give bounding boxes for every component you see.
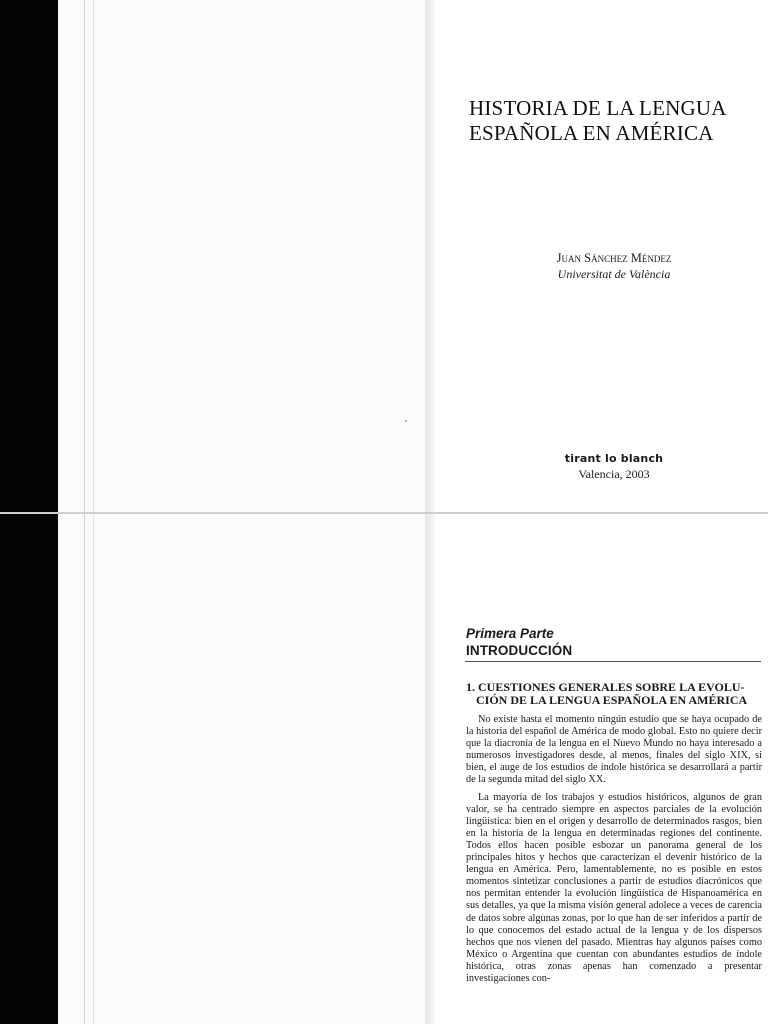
- book-spine-shadow: [0, 514, 58, 1024]
- page-edge-line: [93, 0, 94, 512]
- book-title: [469, 96, 759, 146]
- heading-rule: [465, 661, 761, 662]
- section-heading-line-1: 1. CUESTIONES GENERALES SOBRE LA EVOLU-: [466, 680, 745, 694]
- section-heading: [466, 681, 762, 707]
- author-name: Juan Sánchez Méndez: [556, 251, 672, 265]
- author-affiliation: Universitat de València: [557, 267, 671, 281]
- page-edge-line: [93, 514, 94, 1024]
- page-edge-line: [84, 0, 85, 512]
- section-heading-line-2: CIÓN DE LA LENGUA ESPAÑOLA EN AMÉRICA: [476, 693, 748, 707]
- place-and-year: Valencia, 2003: [578, 467, 650, 481]
- part-label: Primera Parte: [466, 626, 554, 641]
- book-title-line-2: ESPAÑOLA EN AMÉRICA: [469, 121, 714, 145]
- scan-speck: [405, 420, 407, 422]
- paragraph: La mayoría de los trabajos y estudios históricos, algunos de gran valor, se ha centrado siempre en aspectos parciales de la evolución lingüística: bien en el origen y desarrollo de determinados rasgos, bien en la historia de la lengua en determinadas regiones del continente. Todos ellos hacen posible esbozar un panorama general de los principales hitos y hechos que caracterizan el devenir histórico de la lengua en América. Pero, lamentablemente, no es posible en estos momentos sintetizar conclusiones a partir de estudios diacrónicos que nos permitan entender la evolución lingüística de Hispanoamérica en sus detalles, ya que la misma visión general adolece a veces de carencia de datos sobre algunas zonas, por lo que han de ser inferidos a partir de lo que conocemos del estado actual de la lengua y de los dispersos hechos que nos vienen del pasado. Mientras hay algunos países como México o Argentina que cuentan con abundantes estudios de índole histórica, otras zonas apenas han comenzado a presentar investigaciones con-: [466, 791, 762, 984]
- page-gutter: [425, 514, 435, 1024]
- book-spine-shadow: [0, 0, 58, 512]
- publisher-logo: tirant lo blanch: [564, 452, 664, 465]
- page-edge-line: [84, 514, 85, 1024]
- book-title-line-1: HISTORIA DE LA LENGUA: [469, 96, 727, 120]
- page-gutter: [425, 0, 435, 512]
- blank-left-page: [58, 0, 430, 512]
- paragraph: No existe hasta el momento ningún estudio que se haya ocupado de la historia del español de América de modo global. Esto no quiere decir que la diacronía de la lengua en el Nuevo Mundo no haya interesado a numerosos investigadores desde, al menos, finales del siglo XIX, si bien, el auge de los estudios de índole histórica se desarrollará a partir de la segunda mitad del siglo XX.: [466, 714, 762, 786]
- body-text: [466, 714, 762, 990]
- blank-left-page: [58, 514, 430, 1024]
- part-title: INTRODUCCIÓN: [466, 643, 573, 658]
